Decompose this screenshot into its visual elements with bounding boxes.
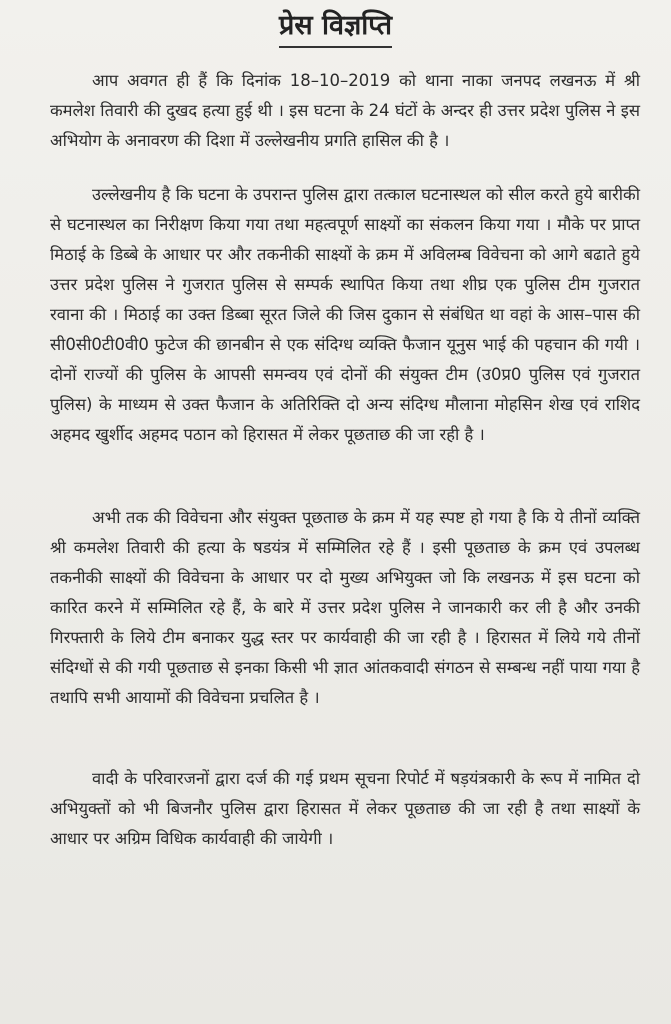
paragraph-findings: अभी तक की विवेचना और संयुक्त पूछताछ के क्रम में यह स्पष्ट हो गया है कि ये तीनों व्यक्ति श्री कमलेश तिवारी की हत्या के षडयंत्र में सम्मिलित रहे हैं । इसी पूछताछ के क्रम एवं उपलब्ध तकनीकी साक्ष्यों की विवेचना के आधार पर दो मुख्य अभियुक्त जो कि लखनऊ में इस घटना को कारित करने में सम्मिलित रहे हैं, के बारे में उत्तर प्रदेश पुलिस ने जानकारी कर ली है और उनकी गिरफ्तारी के लिये टीम बनाकर युद्ध स्तर पर कार्यवाही की जा रही है । हिरासत में लिये गये तीनों संदिग्धों से की गयी पूछताछ से इनका किसी भी ज्ञात आंतकवादी संगठन से सम्बन्ध नहीं पाया गया है तथापि सभी आयामों की विवेचना प्रचलित है । — [50, 508, 640, 707]
paragraph-intro: आप अवगत ही हैं कि दिनांक 18–10–2019 को थाना नाका जनपद लखनऊ में श्री कमलेश तिवारी की दुखद हत्या हुई थी । इस घटना के 24 घंटों के अन्दर ही उत्तर प्रदेश पुलिस ने इस अभियोग के अनावरण की दिशा में उल्लेखनीय प्रगति हासिल की है । — [50, 71, 640, 150]
page-title: प्रेस विज्ञप्ति — [279, 10, 392, 48]
paragraph-conclusion: वादी के परिवारजनों द्वारा दर्ज की गई प्रथम सूचना रिपोर्ट में षड़यंत्रकारी के रूप में नामित दो अभियुक्तों को भी बिजनौर पुलिस द्वारा हिरासत में लेकर पूछताछ की जा रही है तथा साक्ष्यों के आधार पर अग्रिम विधिक कार्यवाही की जायेगी । — [50, 769, 640, 848]
paragraph-investigation: उल्लेखनीय है कि घटना के उपरान्त पुलिस द्वारा तत्काल घटनास्थल को सील करते हुये बारीकी से घटनास्थल का निरीक्षण किया गया तथा महत्वपूर्ण साक्ष्यों का संकलन किया गया । मौके पर प्राप्त मिठाई के डिब्बे के आधार पर और तकनीकी साक्ष्यों के क्रम में अविलम्ब विवेचना को आगे बढाते हुये उत्तर प्रदेश पुलिस ने गुजरात पुलिस से सम्पर्क स्थापित किया तथा शीघ्र एक पुलिस टीम गुजरात रवाना की । मिठाई का उक्त डिब्बा सूरत जिले की जिस दुकान से संबंधित था वहां के आस–पास की सी0सी0टी0वी0 फुटेज की छानबीन से एक संदिग्ध व्यक्ति फैजान यूनुस भाई की पहचान की गयी । दोनों राज्यों की पुलिस के आपसी समन्वय एवं दोनों की संयुक्त टीम (उ0प्र0 पुलिस एवं गुजरात पुलिस) के माध्यम से उक्त फैजान के अतिरिक्ति दो अन्य संदिग्ध मौलाना मोहसिन शेख एवं राशिद अहमद खुर्शीद अहमद पठान को हिरासत में लेकर पूछताछ की जा रही है । — [50, 185, 640, 444]
page-title-wrapper — [0, 10, 671, 48]
